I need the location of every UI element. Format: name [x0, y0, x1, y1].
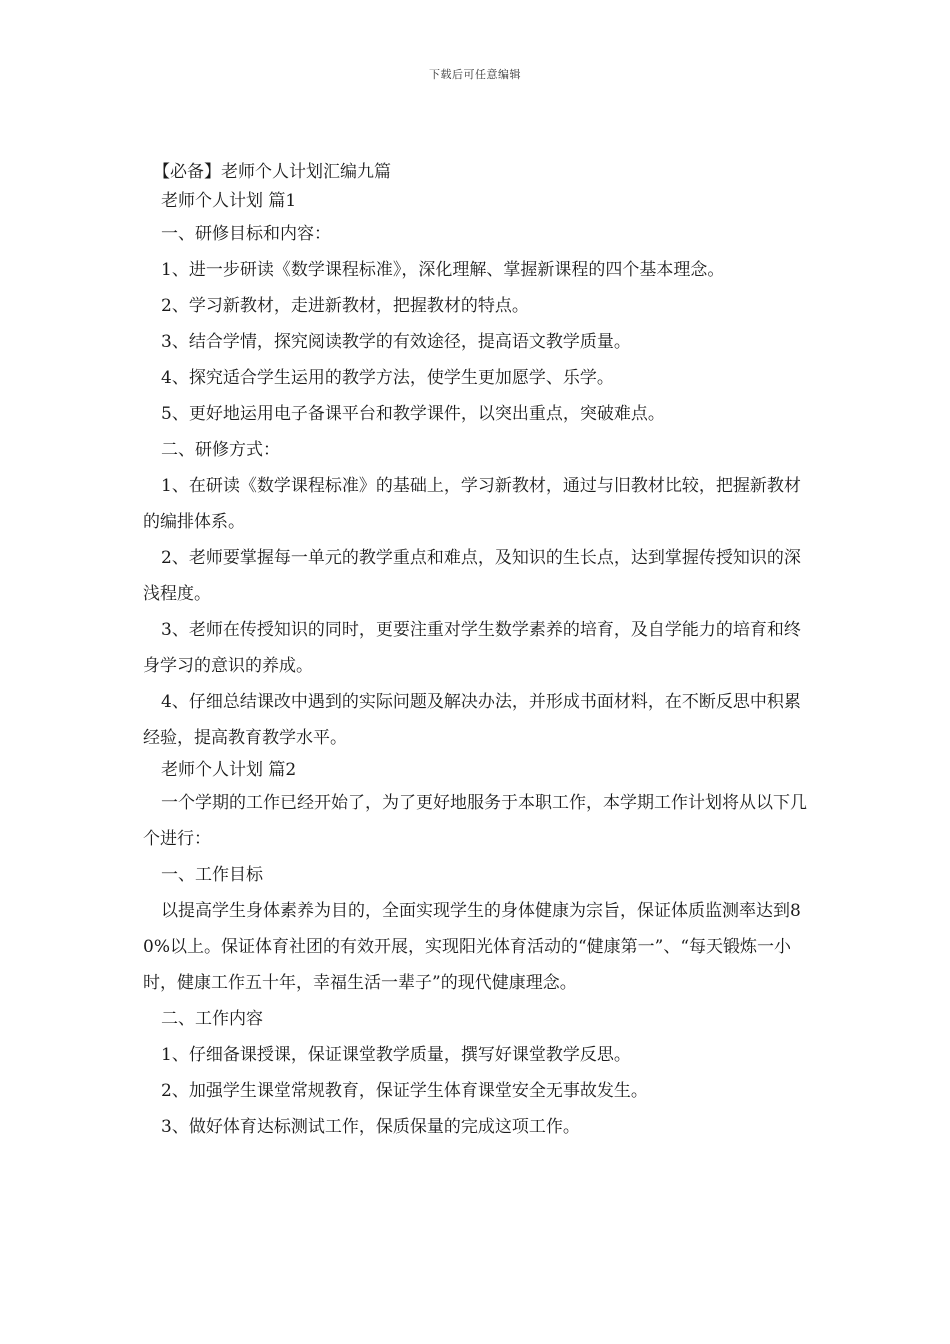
document-title: 【必备】老师个人计划汇编九篇 — [153, 162, 391, 182]
section-heading: 老师个人计划 篇2 — [161, 760, 297, 780]
paragraph: 以提高学生身体素养为目的，全面实现学生的身体健康为宗旨，保证体质监测率达到80%以上。保证体育社团的有效开展，实现阳光体育活动的“健康第一”、“每天锻炼一小时，健康工作五十年，幸福生活一辈子”的现代健康理念。 — [143, 901, 801, 993]
list-item: 1、进一步研读《数学课程标准》，深化理解、掌握新课程的四个基本理念。 — [161, 260, 725, 280]
list-item: 4、仔细总结课改中遇到的实际问题及解决办法，并形成书面材料，在不断反思中积累经验，提高教育教学水平。 — [143, 692, 801, 748]
list-item: 3、老师在传授知识的同时，更要注重对学生数学素养的培育，及自学能力的培育和终身学习的意识的养成。 — [143, 620, 801, 676]
list-item: 2、加强学生课堂常规教育，保证学生体育课堂安全无事故发生。 — [161, 1081, 648, 1101]
subsection-heading: 二、工作内容 — [161, 1009, 263, 1029]
subsection-heading: 一、研修目标和内容： — [161, 224, 331, 244]
list-item: 3、结合学情，探究阅读教学的有效途径，提高语文教学质量。 — [161, 332, 631, 352]
list-item: 1、在研读《数学课程标准》的基础上，学习新教材，通过与旧教材比较，把握新教材的编排体系。 — [143, 476, 801, 532]
list-item: 4、探究适合学生运用的教学方法，使学生更加愿学、乐学。 — [161, 368, 614, 388]
section-heading: 老师个人计划 篇1 — [161, 191, 297, 211]
list-item: 5、更好地运用电子备课平台和教学课件，以突出重点，突破难点。 — [161, 404, 665, 424]
subsection-heading: 二、研修方式： — [161, 440, 280, 460]
list-item: 2、老师要掌握每一单元的教学重点和难点，及知识的生长点，达到掌握传授知识的深浅程度。 — [143, 548, 801, 604]
page-header: 下载后可任意编辑 — [429, 68, 521, 81]
list-item: 3、做好体育达标测试工作，保质保量的完成这项工作。 — [161, 1117, 580, 1137]
paragraph: 一个学期的工作已经开始了，为了更好地服务于本职工作，本学期工作计划将从以下几个进行： — [143, 793, 807, 849]
list-item: 2、学习新教材，走进新教材，把握教材的特点。 — [161, 296, 529, 316]
document-body — [143, 158, 808, 1145]
subsection-heading: 一、工作目标 — [161, 865, 263, 885]
list-item: 1、仔细备课授课，保证课堂教学质量，撰写好课堂教学反思。 — [161, 1045, 631, 1065]
